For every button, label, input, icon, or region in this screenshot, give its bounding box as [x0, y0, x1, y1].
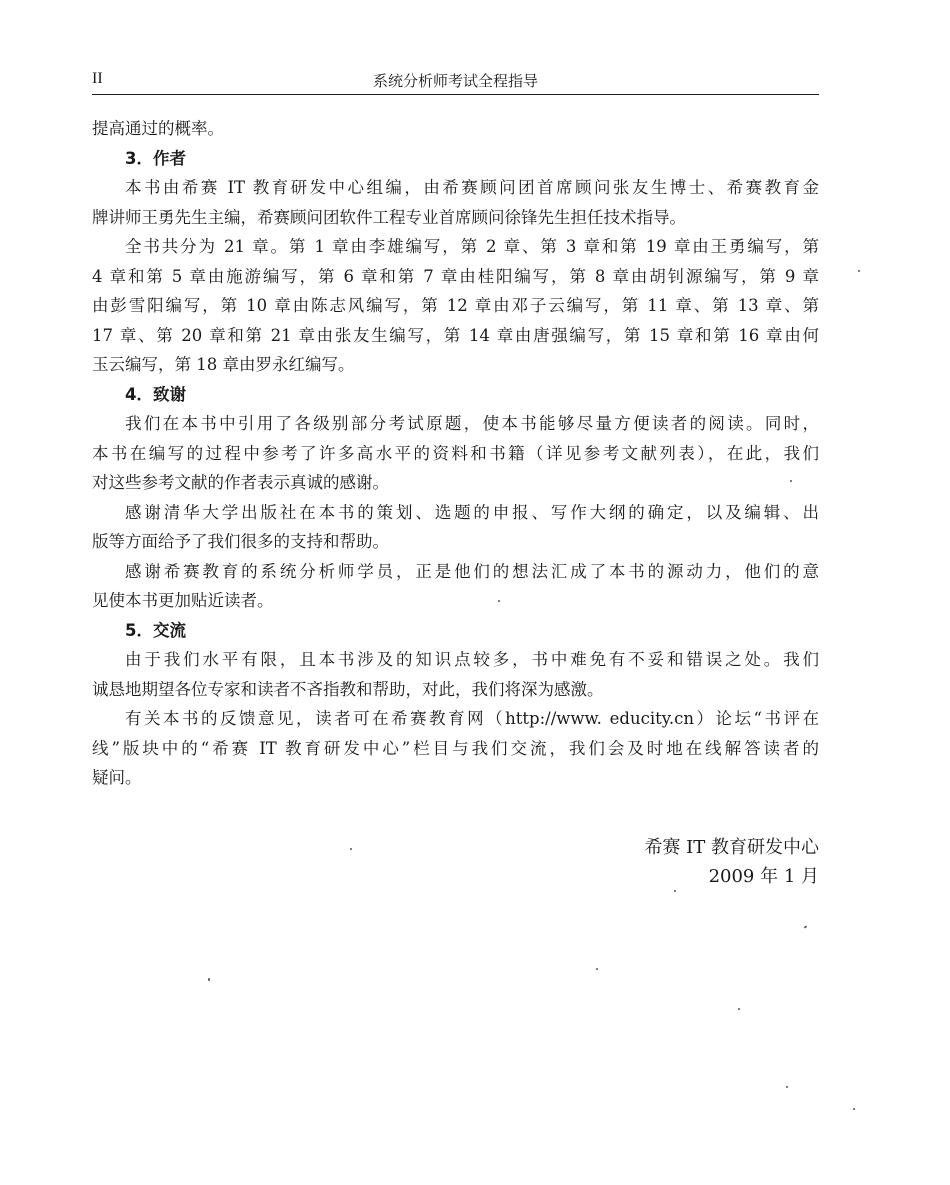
section-heading-acknowledgements: 4．致谢: [125, 384, 186, 404]
paragraph-line: 全书共分为 21 章。第 1 章由李雄编写，第 2 章、第 3 章和第 19 章由王勇编写，第: [125, 237, 819, 256]
paragraph-line: 感谢清华大学出版社在本书的策划、选题的申报、写作大纲的确定，以及编辑、出: [125, 502, 819, 522]
scan-speck: [674, 890, 676, 892]
paragraph-line: 由于我们水平有限，且本书涉及的知识点较多，书中难免有不妥和错误之处。我们: [125, 650, 819, 669]
scan-speck: [786, 1086, 788, 1088]
paragraph-line: 疑问。: [92, 768, 142, 787]
signature-date: 2009 年 1 月: [708, 866, 819, 887]
paragraph-line: 17 章、第 20 章和第 21 章由张友生编写，第 14 章由唐强编写，第 15 章和第 16 章由何: [92, 325, 819, 345]
paragraph-line: 4 章和第 5 章由施游编写，第 6 章和第 7 章由桂阳编写，第 8 章由胡钊源编写，第 9 章: [92, 266, 819, 286]
paragraph-line: 对这些参考文献的作者表示真诚的感谢。: [92, 473, 389, 492]
paragraph-line: 提高通过的概率。: [92, 119, 224, 138]
scan-speck: [858, 270, 860, 272]
page-number: II: [92, 70, 103, 87]
paragraph-ack-2: [92, 498, 819, 557]
section-heading-authors: 3．作者: [125, 148, 186, 168]
paragraph-line: 玉云编写，第 18 章由罗永红编写。: [92, 355, 355, 374]
section-heading-communication: 5．交流: [125, 620, 186, 640]
paragraph-line: 本书由希赛 IT 教育研发中心组编，由希赛顾问团首席顾问张友生博士、希赛教育金: [125, 178, 819, 197]
paragraph-ack-3: [92, 557, 819, 616]
scan-speck: [738, 1008, 740, 1010]
page-header: [92, 68, 819, 95]
scan-speck: [596, 968, 598, 970]
scan-speck: [208, 978, 210, 981]
paragraph-ack-1: [92, 409, 819, 498]
paragraph-authors-2: [92, 232, 819, 380]
paragraph-line: 见使本书更加贴近读者。: [92, 591, 274, 610]
paragraph-authors-1: [92, 173, 819, 232]
paragraph-comm-2: [92, 704, 819, 793]
paragraph-line: 我们在本书中引用了各级别部分考试原题，使本书能够尽量方便读者的阅读。同时，: [125, 414, 819, 433]
paragraph-comm-1: [92, 645, 819, 704]
running-title: 系统分析师考试全程指导: [372, 72, 538, 90]
scan-speck: [790, 480, 792, 482]
paragraph-line: 由彭雪阳编写，第 10 章由陈志风编写，第 12 章由邓子云编写，第 11 章、第 13 章、第: [92, 296, 819, 315]
paragraph-line: 诚恳地期望各位专家和读者不吝指教和帮助，对此，我们将深为感激。: [92, 679, 604, 699]
paragraph-line: 本书在编写的过程中参考了许多高水平的资料和书籍（详见参考文献列表），在此，我们: [92, 443, 819, 463]
scan-speck: [853, 1108, 855, 1110]
body-text: [92, 114, 819, 793]
scan-speck: [350, 848, 352, 850]
signature-organization: 希赛 IT 教育研发中心: [644, 837, 819, 858]
signature-block: [644, 833, 819, 891]
paragraph-line: 牌讲师王勇先生主编，希赛顾问团软件工程专业首席顾问徐锋先生担任技术指导。: [92, 207, 686, 227]
paragraph-line: 版等方面给予了我们很多的支持和帮助。: [92, 532, 389, 551]
paragraph-line: 感谢希赛教育的系统分析师学员，正是他们的想法汇成了本书的源动力，他们的意: [125, 561, 819, 581]
scan-speck: [498, 600, 500, 602]
paragraph-line: 有关本书的反馈意见，读者可在希赛教育网（http://www. educity.cn）论坛“书评在: [125, 709, 819, 728]
paragraph-line: 线”版块中的“希赛 IT 教育研发中心”栏目与我们交流，我们会及时地在线解答读者的: [92, 738, 819, 758]
scan-speck: [804, 925, 808, 928]
